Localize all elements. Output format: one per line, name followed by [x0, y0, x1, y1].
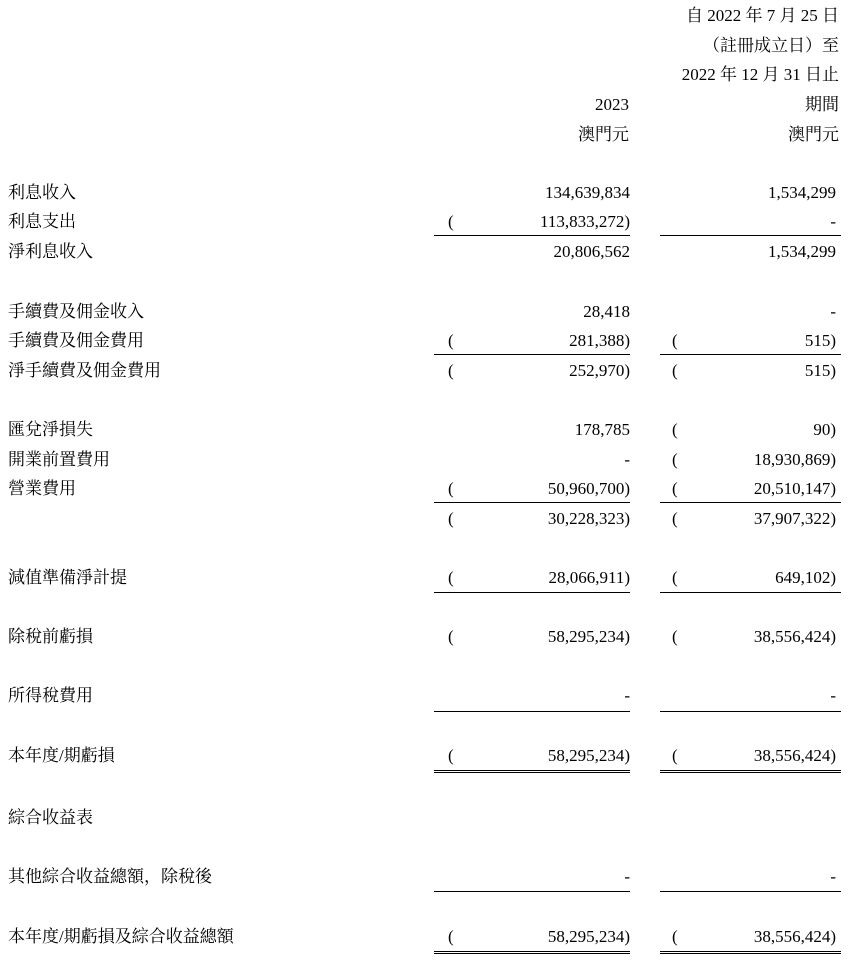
- open-paren: (: [672, 568, 678, 587]
- value-2022: 38,556,424): [753, 746, 836, 765]
- value-2023: 58,295,234): [547, 746, 630, 765]
- open-paren: (: [448, 331, 454, 350]
- row-label: 手續費及佣金費用: [8, 331, 144, 350]
- double-underline: [434, 770, 630, 773]
- open-paren: (: [448, 212, 454, 231]
- value-2022: -: [830, 867, 836, 886]
- value-2022: 18,930,869): [753, 450, 836, 469]
- value-2023: 58,295,234): [547, 927, 630, 946]
- year-header: 2023: [595, 95, 629, 114]
- double-underline: [660, 770, 841, 773]
- period-currency: 澳門元: [788, 125, 839, 144]
- year-currency: 澳門元: [578, 125, 629, 144]
- open-paren: (: [448, 746, 454, 765]
- open-paren: (: [448, 509, 454, 528]
- value-2022: 515): [804, 361, 836, 380]
- row-label: 利息收入: [8, 183, 76, 202]
- value-2023: 252,970): [569, 361, 630, 380]
- open-paren: (: [672, 361, 678, 380]
- open-paren: (: [672, 479, 678, 498]
- underline: [434, 235, 630, 236]
- row-label: 利息支出: [8, 212, 76, 231]
- value-2023: 50,960,700): [547, 479, 630, 498]
- value-2023: 281,388): [569, 331, 630, 350]
- period-header-line2: （註冊成立日）至: [703, 36, 839, 55]
- underline: [660, 592, 841, 593]
- period-header-line3: 2022 年 12 月 31 日止: [681, 65, 839, 84]
- open-paren: (: [448, 361, 454, 380]
- open-paren: (: [448, 627, 454, 646]
- row-label: 淨手續費及佣金費用: [8, 361, 161, 380]
- underline: [660, 891, 841, 892]
- value-2022: 515): [804, 331, 836, 350]
- double-underline: [660, 951, 841, 954]
- row-label: 除稅前虧損: [8, 627, 93, 646]
- period-header-line4: 期間: [805, 95, 839, 114]
- row-label: 本年度/期虧損及綜合收益總額: [8, 927, 234, 946]
- open-paren: (: [672, 450, 678, 469]
- row-label: 淨利息收入: [8, 242, 93, 261]
- underline: [434, 354, 630, 355]
- open-paren: (: [448, 568, 454, 587]
- underline: [660, 235, 841, 236]
- value-2022: -: [830, 686, 836, 705]
- double-underline: [434, 951, 630, 954]
- underline: [434, 502, 630, 503]
- row-label: 開業前置費用: [8, 450, 110, 469]
- row-label: 匯兌淨損失: [8, 420, 93, 439]
- value-2023: -: [624, 867, 630, 886]
- open-paren: (: [672, 627, 678, 646]
- section-title: 綜合收益表: [8, 808, 93, 827]
- underline: [660, 711, 841, 712]
- open-paren: (: [448, 479, 454, 498]
- row-label: 減值準備淨計提: [8, 568, 127, 587]
- value-2022: 38,556,424): [753, 627, 836, 646]
- value-2023: 28,418: [583, 302, 630, 321]
- value-2022: 1,534,299: [768, 183, 836, 202]
- open-paren: (: [672, 746, 678, 765]
- underline: [434, 711, 630, 712]
- value-2022: 1,534,299: [768, 242, 836, 261]
- row-label: 所得稅費用: [8, 686, 93, 705]
- value-2022: 649,102): [775, 568, 836, 587]
- open-paren: (: [448, 927, 454, 946]
- underline: [660, 502, 841, 503]
- row-label: 本年度/期虧損: [8, 746, 115, 765]
- open-paren: (: [672, 927, 678, 946]
- row-label: 其他綜合收益總額，除稅後: [8, 867, 212, 886]
- value-2023: 20,806,562: [553, 242, 630, 261]
- value-2023: -: [624, 686, 630, 705]
- underline: [434, 891, 630, 892]
- underline: [434, 592, 630, 593]
- value-2023: 113,833,272): [539, 212, 630, 231]
- value-2022: 38,556,424): [753, 927, 836, 946]
- open-paren: (: [672, 509, 678, 528]
- value-2022: 20,510,147): [753, 479, 836, 498]
- period-header-line1: 自 2022 年 7 月 25 日: [686, 6, 839, 25]
- value-2023: -: [624, 450, 630, 469]
- open-paren: (: [672, 331, 678, 350]
- subtotal-2023: 30,228,323): [547, 509, 630, 528]
- value-2023: 58,295,234): [547, 627, 630, 646]
- value-2022: -: [830, 302, 836, 321]
- subtotal-2022: 37,907,322): [753, 509, 836, 528]
- open-paren: (: [672, 420, 678, 439]
- value-2022: -: [830, 212, 836, 231]
- underline: [660, 354, 841, 355]
- row-label: 營業費用: [8, 479, 76, 498]
- value-2023: 28,066,911): [548, 568, 630, 587]
- value-2023: 178,785: [574, 420, 630, 439]
- row-label: 手續費及佣金收入: [8, 302, 144, 321]
- value-2022: 90): [813, 420, 836, 439]
- value-2023: 134,639,834: [545, 183, 630, 202]
